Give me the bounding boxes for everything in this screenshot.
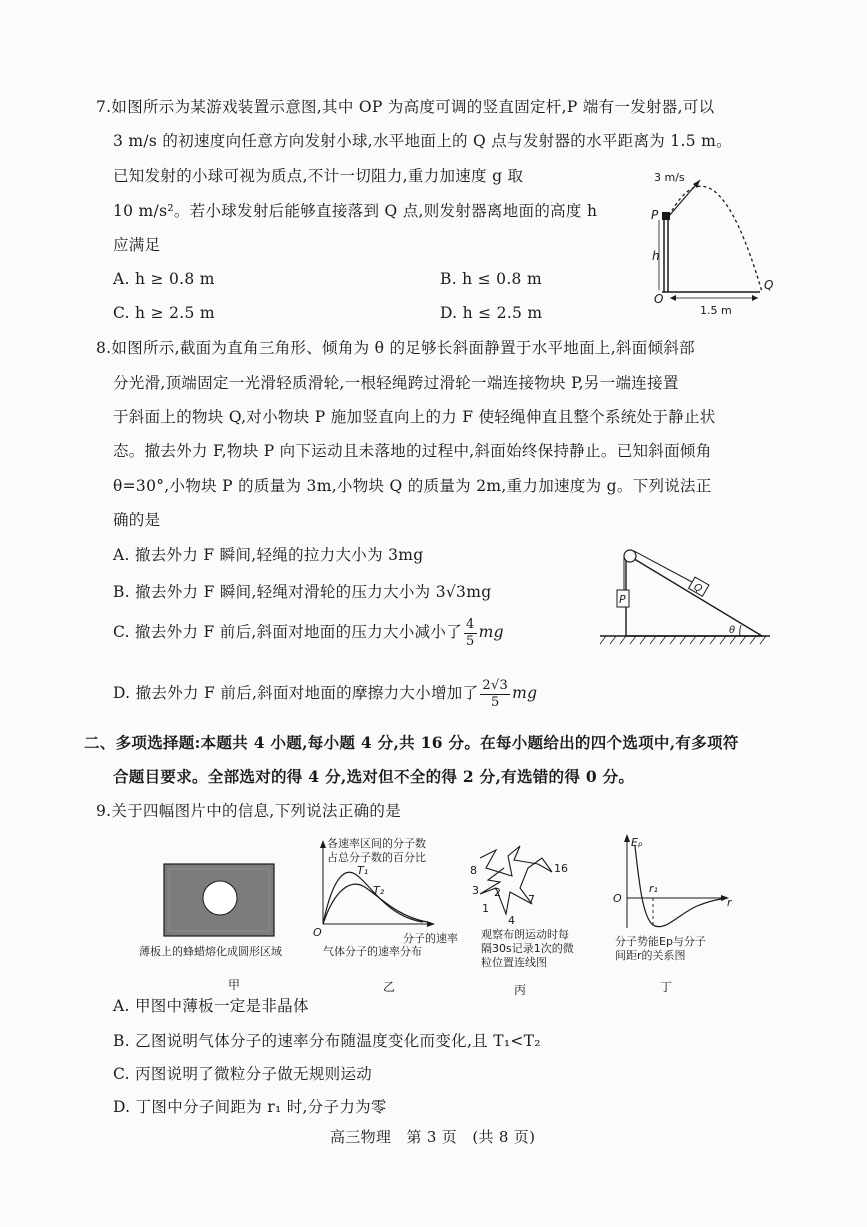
q8-line-2: 分光滑,顶端固定一光滑轻质滑轮,一根轻绳跨过滑轮一端连接物块 P,另一端连接置: [113, 374, 679, 392]
q9-figure-yi-title-2: 占总分子数的百分比: [327, 851, 426, 864]
q9-stem: 9.关于四幅图片中的信息,下列说法正确的是: [96, 802, 402, 820]
q9-figure-yi-xlabel: 分子的速率: [403, 932, 458, 945]
fraction-numerator: 4: [466, 616, 475, 632]
q8-block-p-label: P: [619, 593, 626, 606]
q9-figure-jia-label: 甲: [228, 978, 241, 992]
q9-figure-bing-label: 丙: [514, 983, 527, 997]
q9-figure-bing-point-16: 16: [554, 862, 568, 875]
q8-option-d-text: D. 撤去外力 F 前后,斜面对地面的摩擦力大小增加了: [113, 684, 479, 702]
q8-option-c-unit: mg: [478, 623, 504, 641]
q9-figure-bing-caption-2: 隔30s记录1次的微: [481, 942, 574, 955]
q8-block-q-label: Q: [691, 581, 704, 596]
q9-figure-ding-origin: O: [613, 892, 622, 905]
q9-figure-ding-ep-label: Eₚ: [631, 836, 643, 849]
q9-option-c: C. 丙图说明了微粒分子做无规则运动: [113, 1065, 373, 1083]
q7-line-5: 应满足: [113, 236, 161, 254]
q9-figure-ding-label: 丁: [660, 980, 673, 994]
q9-figure-bing-brownian: [466, 838, 576, 928]
q9-figure-ding-potential-energy: [605, 832, 745, 932]
q9-figure-yi-speed-distribution: [305, 836, 475, 954]
q9-figure-bing-point-3: 3: [472, 884, 479, 897]
q8-option-b: B. 撤去外力 F 瞬间,轻绳对滑轮的压力大小为 3√3mg: [113, 583, 492, 601]
q7-q-label: Q: [764, 278, 774, 292]
q7-line-2: 3 m/s 的初速度向任意方向发射小球,水平地面上的 Q 点与发射器的水平距离为 1.5 m。: [113, 132, 732, 150]
page-footer: 高三物理 第 3 页 (共 8 页): [330, 1128, 536, 1146]
q8-option-c-text: C. 撤去外力 F 前后,斜面对地面的压力大小减小了: [113, 623, 462, 641]
q9-option-b: B. 乙图说明气体分子的速率分布随温度变化而变化,且 T₁<T₂: [113, 1032, 541, 1050]
q7-option-a: A. h ≥ 0.8 m: [113, 270, 215, 288]
q9-option-a: A. 甲图中薄板一定是非晶体: [113, 997, 309, 1015]
q9-figure-bing-point-8: 8: [470, 864, 477, 877]
q8-line-1: 8.如图所示,截面为直角三角形、倾角为 θ 的足够长斜面静置于水平地面上,斜面倾斜部: [96, 339, 695, 357]
q9-option-d: D. 丁图中分子间距为 r₁ 时,分子力为零: [113, 1098, 387, 1116]
q8-option-c: [113, 614, 504, 650]
q9-figure-jia-caption: 薄板上的蜂蜡熔化成圆形区域: [139, 945, 282, 958]
q9-figure-bing-point-4: 4: [508, 914, 515, 927]
q8-incline-diagram: [600, 540, 780, 650]
q9-figure-bing-caption-1: 观察布朗运动时每: [481, 928, 569, 941]
fraction-denominator: 5: [490, 694, 500, 710]
fraction-denominator: 5: [466, 633, 475, 649]
q7-o-label: O: [654, 292, 664, 306]
q9-figure-yi-caption: 气体分子的速率分布: [323, 945, 422, 958]
q9-figure-yi-origin: O: [313, 926, 322, 939]
q9-figure-jia: [160, 860, 280, 940]
q9-figure-bing-caption-3: 粒位置连线图: [481, 956, 547, 969]
q9-figure-yi-title-1: 各速率区间的分子数: [327, 837, 426, 850]
q9-figure-yi-label: 乙: [383, 980, 396, 994]
q7-launcher-diagram: [640, 160, 800, 320]
q9-figure-bing-point-2: 2: [494, 886, 501, 899]
section2-heading-line-1: 二、多项选择题:本题共 4 小题,每小题 4 分,共 16 分。在每小题给出的四个选项中,有多项符: [84, 733, 739, 752]
q8-option-d-fraction: [480, 678, 510, 711]
q9-figure-yi-t2-label: T₂: [373, 884, 385, 897]
q9-figure-ding-r-label: r: [727, 896, 732, 909]
q8-line-5: θ=30°,小物块 P 的质量为 3m,小物块 Q 的质量为 2m,重力加速度为 g。下列说法正: [113, 477, 712, 495]
q8-option-d-unit: mg: [512, 684, 538, 702]
fraction-numerator: 2√3: [482, 677, 509, 693]
q7-option-b: B. h ≤ 0.8 m: [440, 270, 542, 288]
q8-option-d: [113, 674, 537, 712]
q7-h-label: h: [652, 249, 660, 263]
q7-line-4: 10 m/s²。若小球发射后能够直接落到 Q 点,则发射器离地面的高度 h: [113, 202, 598, 220]
q8-line-6: 确的是: [113, 511, 161, 529]
q7-option-d: D. h ≤ 2.5 m: [440, 304, 543, 322]
q7-line-3: 已知发射的小球可视为质点,不计一切阻力,重力加速度 g 取: [113, 167, 524, 185]
q7-option-c: C. h ≥ 2.5 m: [113, 304, 215, 322]
q9-figure-bing-point-7: 7: [528, 893, 535, 906]
q7-p-label: P: [651, 208, 659, 222]
q8-line-4: 态。撤去外力 F,物块 P 向下运动且未落地的过程中,斜面始终保持静止。已知斜面倾角: [113, 442, 712, 460]
q9-figure-yi-t1-label: T₁: [357, 864, 369, 877]
q8-option-c-fraction: [464, 617, 477, 650]
section2-heading-line-2: 合题目要求。全部选对的得 4 分,选对但不全的得 2 分,有选错的得 0 分。: [113, 767, 635, 786]
q8-option-a: A. 撤去外力 F 瞬间,轻绳的拉力大小为 3mg: [113, 546, 424, 564]
q7-speed-label: 3 m/s: [654, 171, 685, 184]
q8-line-3: 于斜面上的物块 Q,对小物块 P 施加竖直向上的力 F 使轻绳伸直且整个系统处于静止状: [113, 408, 716, 426]
q7-line-1: 7.如图所示为某游戏装置示意图,其中 OP 为高度可调的竖直固定杆,P 端有一发射器,可以: [96, 98, 715, 116]
q9-figure-ding-caption-2: 间距r的关系图: [615, 949, 686, 962]
q8-theta-label: θ: [729, 625, 736, 636]
q9-figure-ding-r1-label: r₁: [649, 882, 658, 895]
q7-distance-label: 1.5 m: [700, 304, 732, 317]
q9-figure-bing-point-1: 1: [482, 902, 489, 915]
q9-figure-ding-caption-1: 分子势能Ep与分子: [615, 935, 706, 948]
